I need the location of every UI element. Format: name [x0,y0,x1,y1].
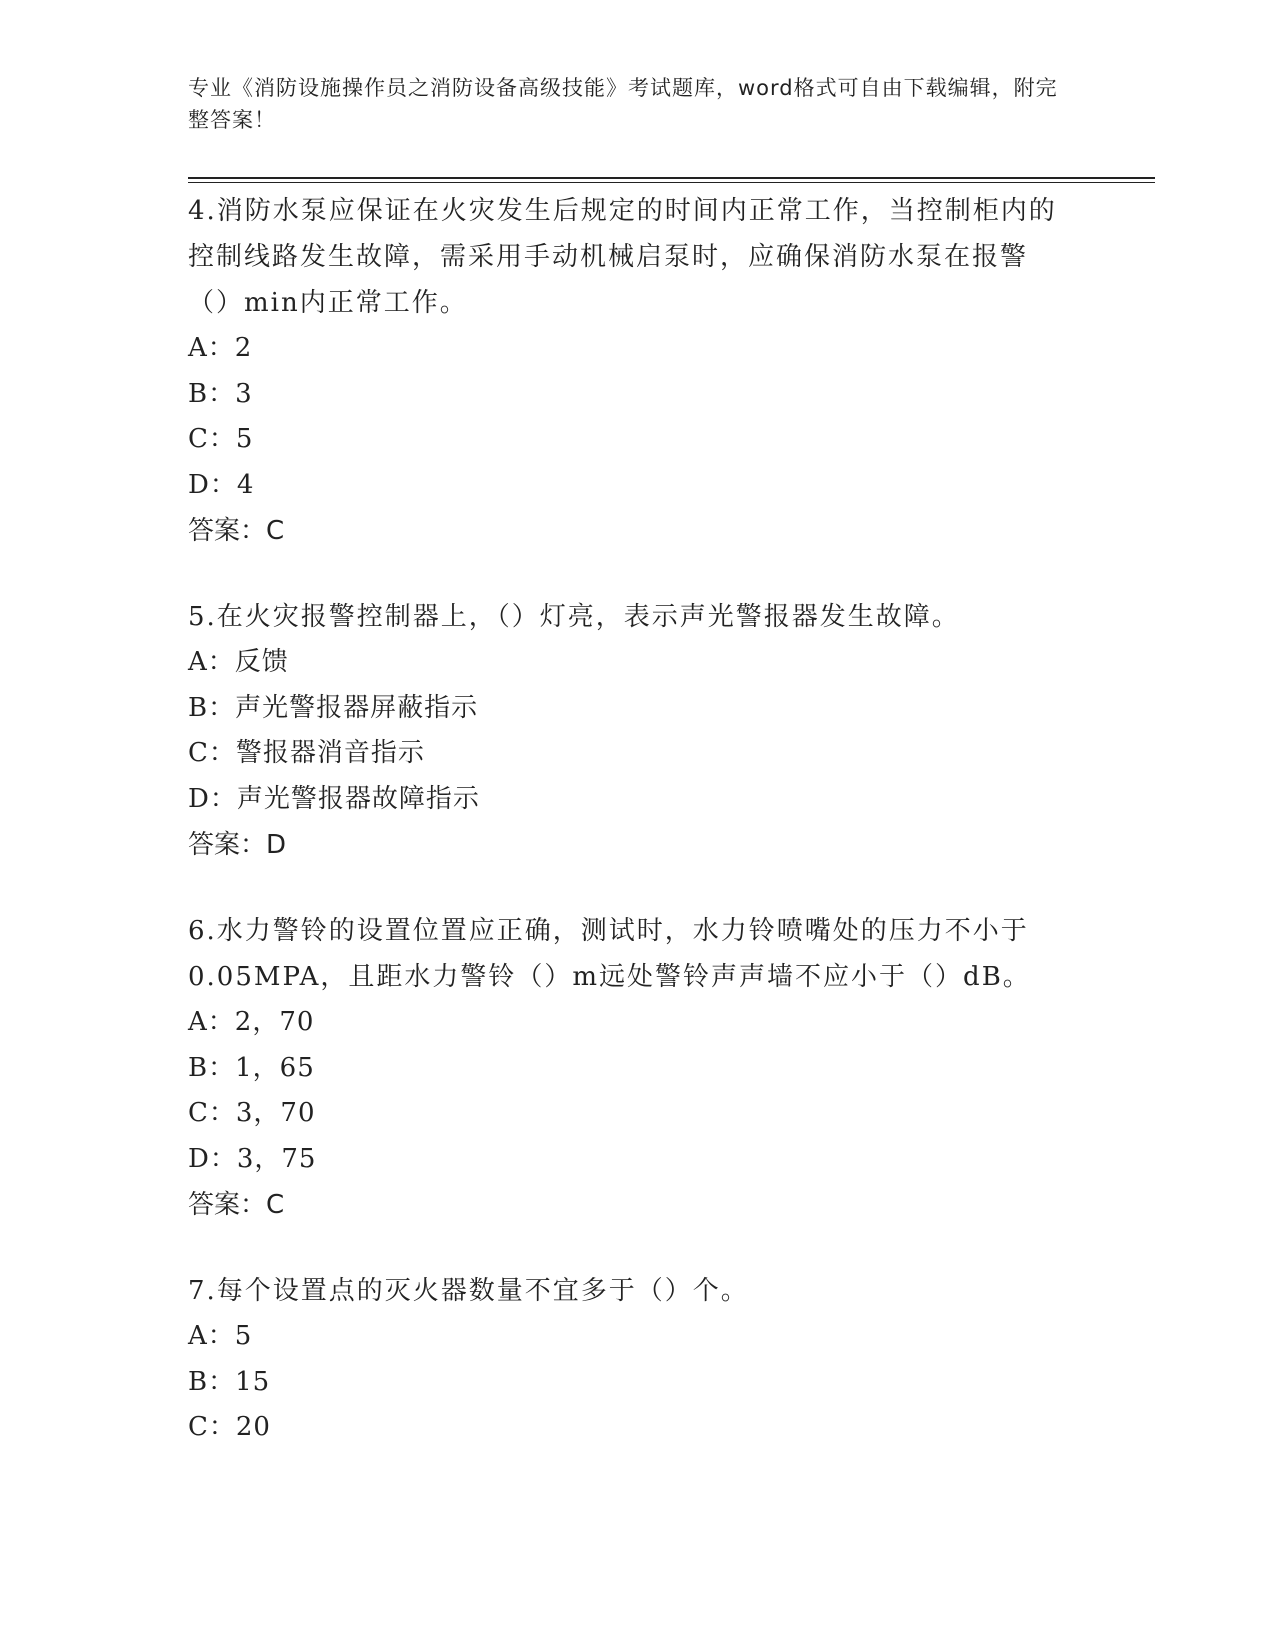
header-divider-thin [188,182,1155,183]
document-header: 专业《消防设施操作员之消防设备高级技能》考试题库，word格式可自由下载编辑，附完整答案！ [188,76,1058,132]
question-4 [188,188,1068,554]
option-a: A：5 [188,1321,253,1351]
option-b: B：声光警报器屏蔽指示 [188,692,479,723]
answer: 答案：C [188,1190,285,1220]
question-stem: 4.消防水泵应保证在火灾发生后规定的时间内正常工作，当控制柜内的控制线路发生故障，需采用手动机械启泵时，应确保消防水泵在报警（）min内正常工作。 [188,196,1057,318]
question-5 [188,594,1068,868]
question-stem: 7.每个设置点的灭火器数量不宜多于（）个。 [188,1276,749,1306]
option-b: B：1，65 [188,1052,315,1083]
option-d: D：3，75 [188,1143,317,1174]
option-c: C：警报器消音指示 [188,738,425,768]
answer: 答案：C [188,516,285,546]
option-a: A：2 [188,333,253,363]
question-list [188,188,1068,1491]
question-stem: 6.水力警铃的设置位置应正确，测试时，水力铃喷嘴处的压力不小于0.05MPA，且距水力警铃（）m远处警铃声声墙不应小于（）dB。 [188,916,1031,992]
option-a: A：反馈 [188,647,289,677]
header-divider-thick [188,177,1155,179]
question-stem: 5.在火灾报警控制器上，（）灯亮，表示声光警报器发生故障。 [188,602,960,632]
option-c: C：3，70 [188,1098,316,1128]
question-7 [188,1268,1068,1451]
option-c: C：5 [188,424,254,454]
option-c: C：20 [188,1412,271,1442]
option-a: A：2，70 [188,1007,315,1037]
option-b: B：15 [188,1366,271,1397]
question-6 [188,908,1068,1228]
option-b: B：3 [188,378,253,409]
answer: 答案：D [188,830,287,860]
option-d: D：4 [188,469,255,500]
option-d: D：声光警报器故障指示 [188,783,480,814]
